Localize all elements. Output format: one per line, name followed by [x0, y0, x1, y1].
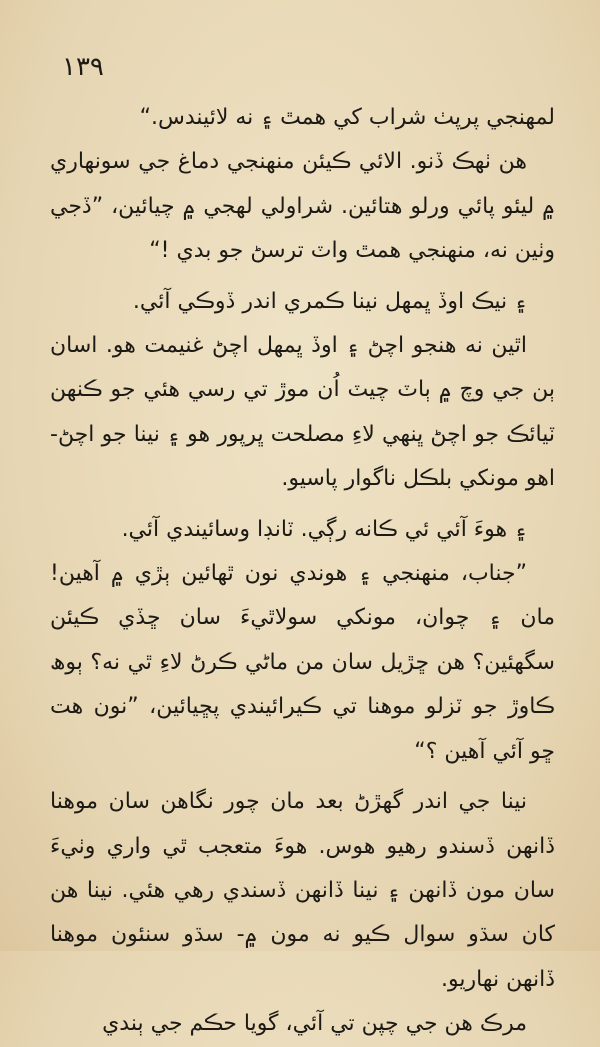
page-text: [50, 96, 555, 1047]
paragraph: لمهنجي پرپٺ شراب کي همٿ ۽ نه لائيندس.“: [139, 105, 555, 130]
paragraph: هن ٺهڪ ڏنو. الائي ڪيئن منهنجي دماغ جي سونهاري ۾ ليئو پائي ورلو هتائين. شراولي لهجي ۾ چيائين، ”ڏجي وٺين نه، منهنجي همٿ واٽ ترسڻ جو بدي !“: [50, 149, 555, 264]
page-number: ١٣٩: [62, 52, 104, 82]
paragraph: ۽ نيڪ اوڏ ڀمهل نينا ڪمري اندر ڏوڪي آئي.: [132, 288, 527, 314]
paragraph: ”جناب، منهنجي ۽ هوندي نون ٿهائين ٻڙي ۾ آهين! مان ۽ چوان، مونکي سولاٿيءَ سان ڇڏي ڪيئن سگهئين؟ هن ڇڙيل سان من ماڻي ڪرڻ لاءِ ٿي نه؟ ٻوھ ڪاوڙ جو ٽزلو موهنا تي ڪيرائيندي پڇيائين، ”نون هت ڇو آئي آهين ؟“: [50, 561, 555, 764]
paragraph: مرڪ هن جي چپن تي آئي، گويا حڪم جي ٻندي: [102, 1011, 527, 1037]
paragraph: نينا جي اندر گهڙڻ بعد مان چور نگاهن سان موهنا ڏانهن ڏسندو رهيو هوس. هوءَ متعجب ٿي واري وٺيءَ سان مون ڏانهن ۽ نينا ڏانهن ڏسندي رهي هئي. نينا هن کان سڌو سوال ڪيو نه مون ۾- سڌو سنئون موهنا ڏانهن نهاريو.: [50, 789, 555, 992]
paragraph: اٿين نه هنجو اچڻ ۽ اوڏ ڀمهل اچڻ غنيمت هو. اسان ٻن جي وچ ۾ ٻاٽ چيٽ اُن موڙ تي رسي هئي جو ڪنهن ٽيائڪ جو اچڻ ڀنهي لاءِ مصلحت ڀرپور هو ۽ نينا جو اچڻ- اهو مونکي بلڪل ناگوار پاسيو.: [50, 333, 555, 492]
paragraph: ۽ هوءَ آئي ئي ڪانه رڳي. ٽانڊا وسائيندي آئي.: [121, 516, 527, 542]
